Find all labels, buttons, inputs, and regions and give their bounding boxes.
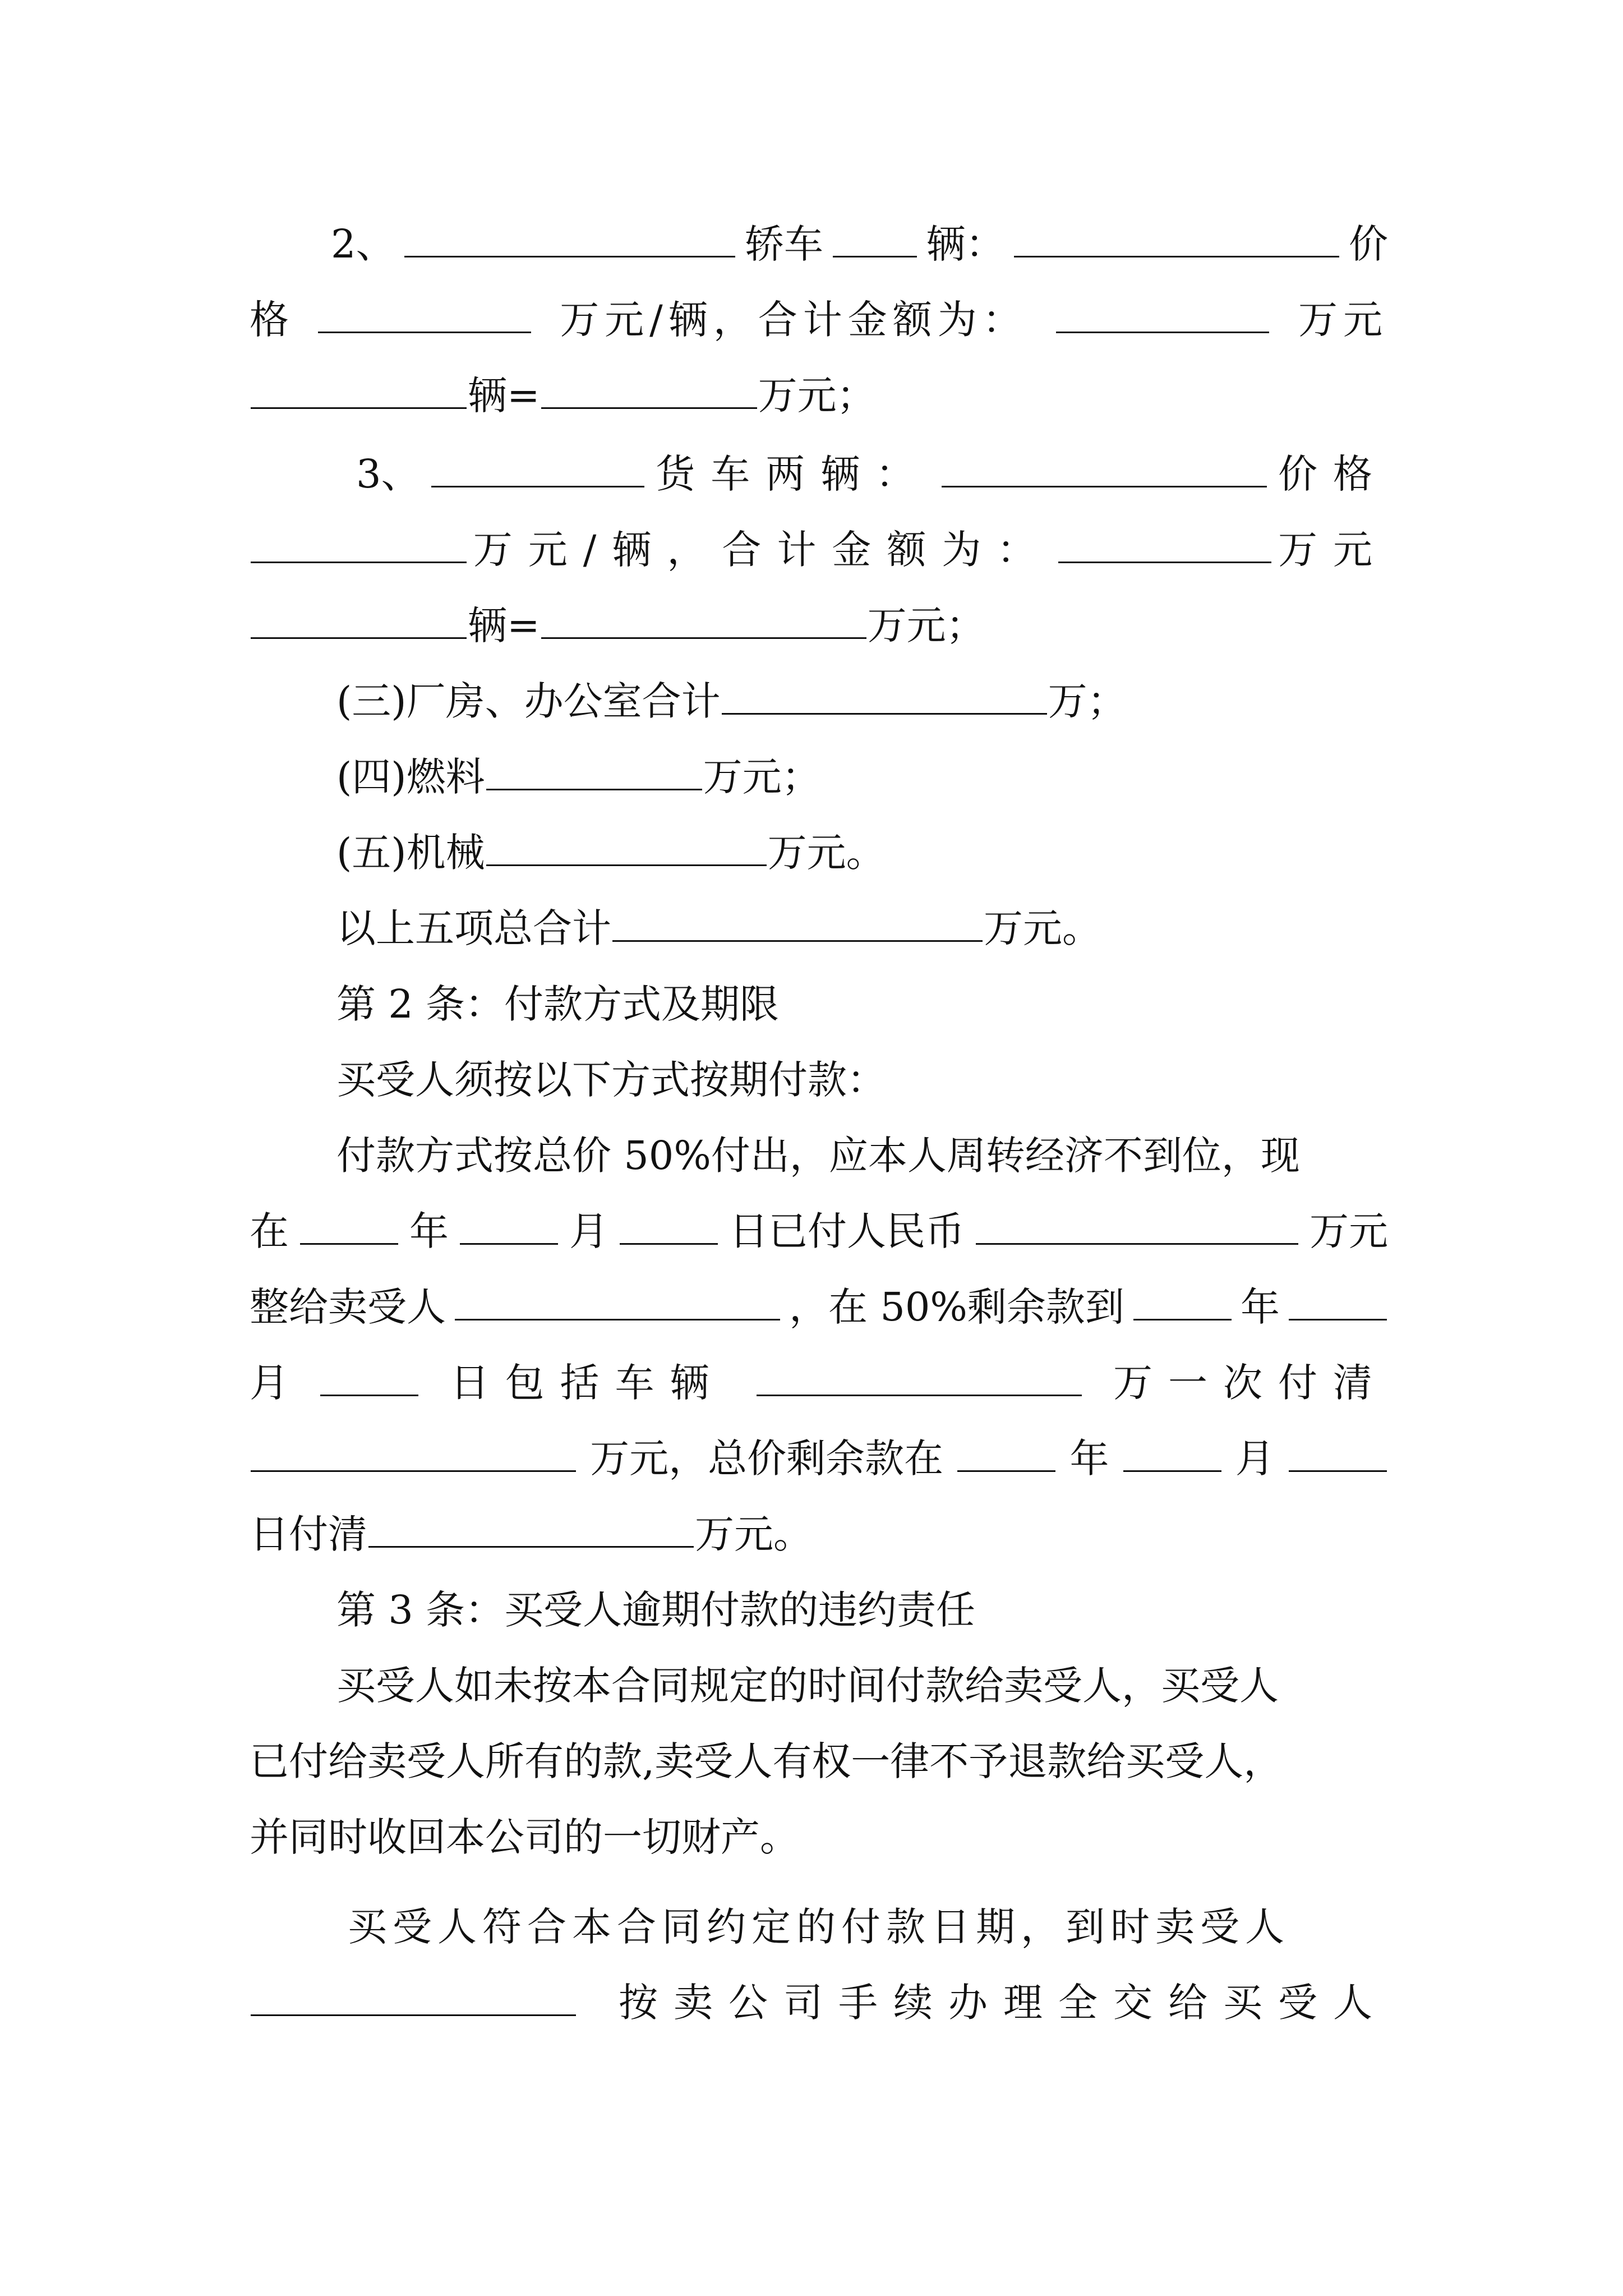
label-text: 万元； (758, 372, 876, 418)
article2-p1 (336, 1125, 1388, 1186)
label-text: 万元 (1310, 1208, 1388, 1254)
label-text: (五)机械 (336, 830, 485, 876)
label-text: 格 (250, 297, 289, 343)
blank-field (300, 1204, 398, 1245)
blank-field (1123, 1431, 1221, 1472)
blank-field (251, 522, 467, 563)
label-text: 在 (250, 1208, 289, 1254)
paragraph-text: 买受人符合本合同约定的付款日期，到时卖受人 (348, 1904, 1290, 1950)
blank-field (251, 368, 467, 409)
label-text: 月 (569, 1208, 608, 1254)
article2-p3 (250, 1276, 1388, 1338)
article2-intro (336, 1049, 1475, 1111)
label-text: 辆= (468, 602, 540, 648)
article3-p3 (250, 1806, 1388, 1868)
fuel-line (336, 746, 1475, 808)
item-number: 3、 (356, 451, 421, 497)
article2-p5 (250, 1428, 1388, 1489)
label-text: 年 (409, 1208, 449, 1254)
paragraph-text: 按卖公司手续办理全交给买受人 (619, 1980, 1388, 2026)
blank-field (1289, 1431, 1387, 1472)
label-text: 日付清 (250, 1511, 367, 1557)
machine-line (336, 822, 1475, 884)
label-text: (四)燃料 (336, 754, 485, 800)
label-text: 整给卖受人 (250, 1284, 446, 1330)
blank-field (1133, 1280, 1232, 1320)
label-text: 万元/辆，合计金额为： (473, 527, 1052, 573)
blank-field (620, 1204, 718, 1245)
paragraph-text: 买受人如未按本合同规定的时间付款给卖受人，买受人 (336, 1663, 1279, 1709)
blank-field (404, 217, 735, 257)
factory-line (336, 670, 1475, 732)
article3-p4 (348, 1896, 1388, 1958)
label-text: 万元。 (984, 905, 1101, 951)
label-text: 万元/辆，合计金额为： (560, 297, 1027, 343)
car2-line1 (331, 213, 1388, 275)
blank-field (431, 447, 644, 487)
blank-field (612, 901, 983, 942)
label-text: 日包括车辆 (450, 1360, 725, 1406)
article2-p2 (250, 1200, 1388, 1262)
blank-field (722, 674, 1047, 715)
total-line (336, 898, 1475, 959)
blank-field (757, 1355, 1082, 1396)
label-text: 万元 (1278, 527, 1388, 573)
label-text: 年 (1069, 1435, 1109, 1481)
label-text: 万元。 (767, 830, 886, 876)
blank-field (251, 598, 467, 639)
label-text: 万元； (867, 602, 985, 648)
blank-field (541, 598, 866, 639)
blank-field (957, 1431, 1055, 1472)
blank-field (251, 1431, 576, 1472)
blank-field (318, 292, 531, 333)
blank-field (942, 447, 1267, 487)
label-text: 轿车 (745, 221, 824, 267)
paragraph-text: 付款方式按总价 50%付出，应本人周转经济不到位，现 (336, 1133, 1300, 1179)
label-text: 万元。 (695, 1511, 813, 1557)
blank-field (320, 1355, 418, 1396)
blank-field (1289, 1280, 1387, 1320)
label-text: 月 (1235, 1435, 1275, 1481)
blank-field (1014, 217, 1339, 257)
label-text: 万元 (1298, 297, 1388, 343)
section-heading: 第 3 条：买受人逾期付款的违约责任 (336, 1587, 976, 1633)
label-text: 日已付人民币 (729, 1208, 965, 1254)
label-text: 年 (1240, 1284, 1280, 1330)
blank-field (976, 1204, 1298, 1245)
blank-field (486, 825, 767, 866)
label-text: 万元，总价剩余款在 (590, 1435, 944, 1481)
article3-p2 (250, 1731, 1388, 1792)
car2-line3 (250, 365, 1388, 426)
paragraph-text: 已付给卖受人所有的款,卖受人有权一律不予退款给买受人， (250, 1738, 1283, 1784)
car3-line2 (250, 519, 1388, 581)
label-text: (三)厂房、办公室合计 (336, 678, 721, 724)
paragraph-text: 买受人须按以下方式按期付款： (336, 1057, 886, 1103)
label-text: 辆= (468, 372, 540, 418)
blank-field (486, 749, 702, 790)
blank-field (833, 217, 917, 257)
section-heading: 第 2 条：付款方式及期限 (336, 981, 780, 1027)
label-text: 月 (250, 1360, 289, 1406)
car2-line2 (250, 289, 1388, 351)
blank-field (1056, 292, 1269, 333)
label-text: 万； (1048, 678, 1127, 724)
blank-field (455, 1280, 780, 1320)
blank-field (541, 368, 757, 409)
label-text: 货车两辆： (656, 451, 931, 497)
article2-title (336, 973, 1475, 1035)
article3-p1 (336, 1655, 1388, 1717)
label-text: ，在 50%剩余款到 (789, 1284, 1124, 1330)
car3-line3 (250, 595, 1388, 656)
item-number: 2、 (331, 221, 395, 267)
paragraph-text: 并同时收回本公司的一切财产。 (250, 1814, 799, 1860)
blank-field (368, 1507, 694, 1548)
blank-field (251, 1975, 576, 2016)
article2-p4 (250, 1352, 1388, 1414)
article2-p6 (250, 1503, 1388, 1565)
label-text: 辆： (926, 221, 1005, 267)
label-text: 价格 (1278, 451, 1388, 497)
label-text: 以上五项总合计 (336, 905, 611, 951)
article3-p5 (250, 1972, 1388, 2033)
label-text: 万一次付清 (1113, 1360, 1388, 1406)
car3-line1 (356, 443, 1388, 505)
blank-field (460, 1204, 558, 1245)
label-text: 万元； (703, 754, 821, 800)
article3-title (336, 1579, 1475, 1641)
blank-field (1058, 522, 1271, 563)
label-text: 价 (1348, 221, 1388, 267)
